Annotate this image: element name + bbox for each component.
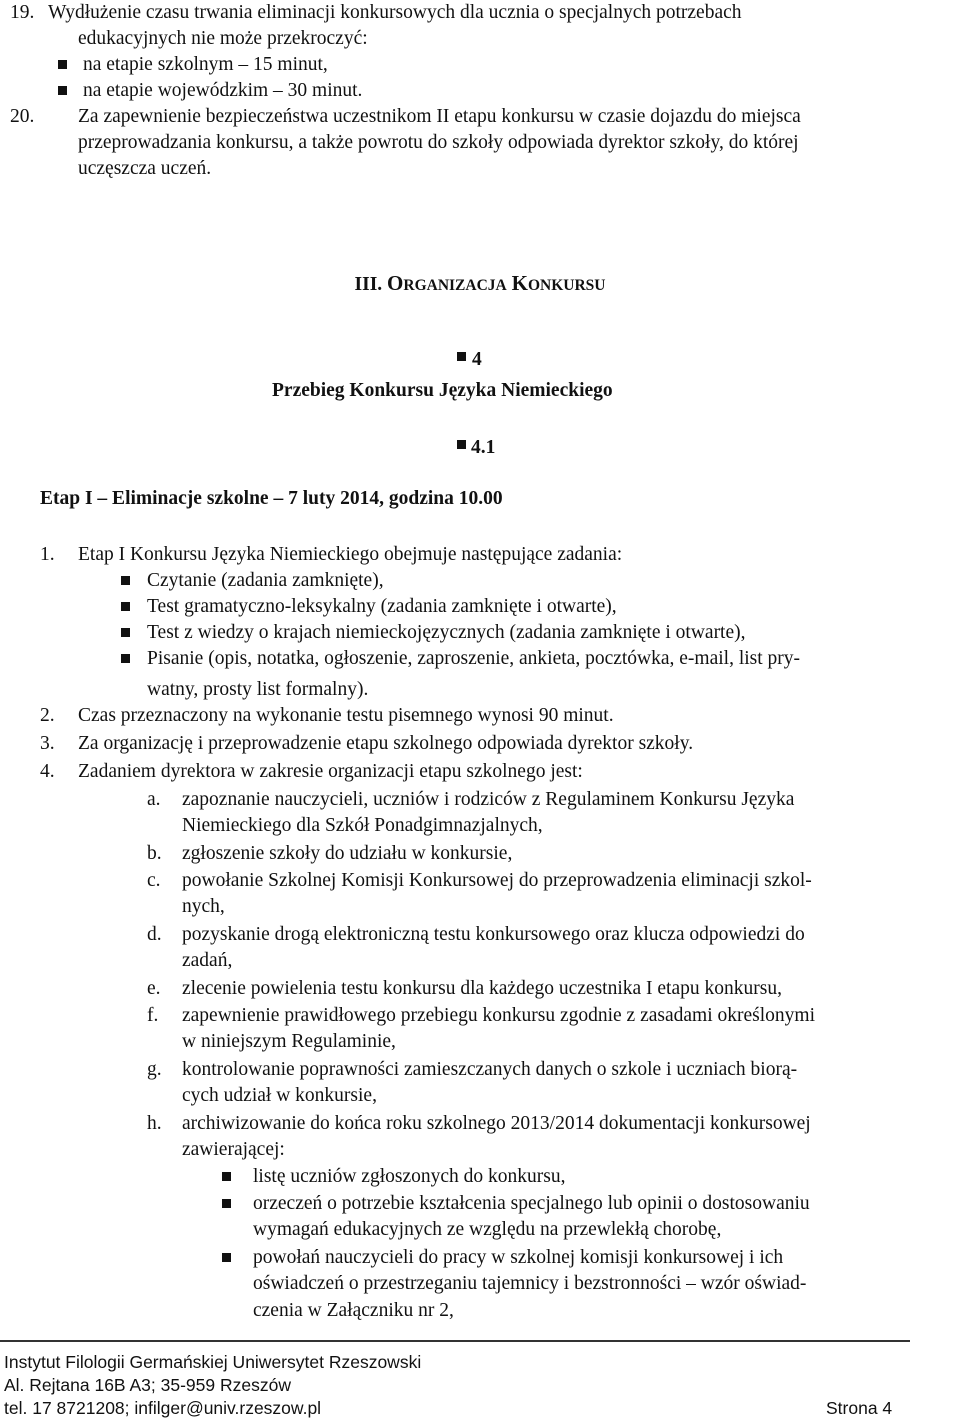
bullet-icon bbox=[121, 602, 130, 611]
bullet-icon bbox=[58, 60, 67, 69]
bullet-icon bbox=[121, 628, 130, 637]
list-item-line: kontrolowanie poprawności zamieszczanych danych o szkole i uczniach biorą- bbox=[182, 1059, 798, 1080]
list-item-line: zadań, bbox=[182, 950, 233, 971]
item-number: 20. bbox=[10, 106, 35, 127]
bullet-icon bbox=[121, 576, 130, 585]
paragraph-line: uczęszcza uczeń. bbox=[78, 158, 212, 179]
page-number: Strona 4 bbox=[826, 1398, 893, 1418]
heading-title: Przebieg Konkursu Języka Niemieckiego bbox=[272, 380, 613, 401]
section-heading bbox=[0, 270, 960, 299]
paragraph-line: Wydłużenie czasu trwania eliminacji konkursowych dla ucznia o specjalnych potrzebach bbox=[48, 2, 742, 23]
section-initial: O bbox=[387, 271, 404, 295]
item-number: 2. bbox=[40, 705, 55, 726]
bullet-icon bbox=[457, 352, 466, 361]
list-item-line: zawierającej: bbox=[182, 1139, 285, 1160]
section-roman: III. bbox=[354, 274, 383, 295]
paragraph-line: Zadaniem dyrektora w zakresie organizacji etapu szkolnego jest: bbox=[78, 761, 583, 782]
item-number: 1. bbox=[40, 544, 55, 565]
list-letter: c. bbox=[147, 870, 161, 891]
paragraph-line: Etap I Konkursu Języka Niemieckiego obejmuje następujące zadania: bbox=[78, 544, 623, 565]
footer-contact: tel. 17 8721208; infilger@univ.rzeszow.pl bbox=[4, 1398, 322, 1418]
list-letter: f. bbox=[147, 1005, 159, 1026]
bullet-text: listę uczniów zgłoszonych do konkursu, bbox=[253, 1166, 566, 1187]
item-number: 4. bbox=[40, 761, 55, 782]
list-item-line: Niemieckiego dla Szkół Ponadgimnazjalnych, bbox=[182, 815, 543, 836]
bullet-icon bbox=[222, 1172, 231, 1181]
list-item-line: nych, bbox=[182, 896, 225, 917]
bullet-text: Czytanie (zadania zamknięte), bbox=[147, 570, 384, 591]
footer-address: Al. Rejtana 16B A3; 35-959 Rzeszów bbox=[4, 1375, 291, 1395]
list-item-line: zlecenie powielenia testu konkursu dla każdego uczestnika I etapu konkursu, bbox=[182, 978, 782, 999]
list-letter: d. bbox=[147, 924, 162, 945]
list-letter: a. bbox=[147, 789, 161, 810]
paragraph-line: Za zapewnienie bezpieczeństwa uczestnikom II etapu konkursu w czasie dojazdu do miejsca bbox=[78, 106, 801, 127]
list-letter: g. bbox=[147, 1059, 162, 1080]
bullet-icon bbox=[222, 1253, 231, 1262]
bullet-text: Test z wiedzy o krajach niemieckojęzycznych (zadania zamknięte i otwarte), bbox=[147, 622, 746, 643]
list-item-line: zapoznanie nauczycieli, uczniów i rodziców z Regulaminem Konkursu Języka bbox=[182, 789, 795, 810]
footer-divider bbox=[0, 1340, 910, 1342]
bullet-text: Pisanie (opis, notatka, ogłoszenie, zaproszenie, ankieta, pocztówka, e-mail, list pry- bbox=[147, 648, 801, 669]
list-letter: h. bbox=[147, 1113, 162, 1134]
section-initial: K bbox=[511, 271, 528, 295]
list-item-line: zapewnienie prawidłowego przebiegu konkursu zgodnie z zasadami określonymi bbox=[182, 1005, 815, 1026]
bullet-text: orzeczeń o potrzebie kształcenia specjalnego lub opinii o dostosowaniu bbox=[253, 1193, 810, 1214]
bullet-text: na etapie szkolnym – 15 minut, bbox=[83, 54, 328, 75]
paragraph-line: Czas przeznaczony na wykonanie testu pisemnego wynosi 90 minut. bbox=[78, 705, 614, 726]
bullet-icon bbox=[457, 440, 466, 449]
bullet-text: czenia w Załączniku nr 2, bbox=[253, 1300, 454, 1321]
bullet-text: wymagań edukacyjnych ze względu na przewlekłą chorobę, bbox=[253, 1219, 722, 1240]
bullet-icon bbox=[58, 86, 67, 95]
footer-institution: Instytut Filologii Germańskiej Uniwersytet Rzeszowski bbox=[4, 1352, 422, 1372]
bullet-text: na etapie wojewódzkim – 30 minut. bbox=[83, 80, 363, 101]
bullet-text: Test gramatyczno-leksykalny (zadania zamknięte i otwarte), bbox=[147, 596, 617, 617]
list-item-line: powołanie Szkolnej Komisji Konkursowej do przeprowadzenia eliminacji szkol- bbox=[182, 870, 812, 891]
heading-number: 4.1 bbox=[471, 437, 496, 458]
list-letter: b. bbox=[147, 843, 162, 864]
list-item-line: w niniejszym Regulaminie, bbox=[182, 1031, 396, 1052]
heading-number: 4 bbox=[472, 349, 482, 370]
bullet-icon bbox=[121, 654, 130, 663]
section-word: RGANIZACJA bbox=[403, 277, 507, 294]
section-word: ONKURSU bbox=[527, 277, 606, 294]
bullet-text: watny, prosty list formalny). bbox=[147, 679, 369, 700]
paragraph-line: edukacyjnych nie może przekroczyć: bbox=[78, 28, 368, 49]
heading-title: Etap I – Eliminacje szkolne – 7 luty 2014, godzina 10.00 bbox=[40, 488, 503, 509]
paragraph-line: Za organizację i przeprowadzenie etapu szkolnego odpowiada dyrektor szkoły. bbox=[78, 733, 694, 754]
bullet-text: oświadczeń o przestrzeganiu tajemnicy i bezstronności – wzór oświad- bbox=[253, 1273, 807, 1294]
item-number: 19. bbox=[10, 2, 35, 23]
bullet-icon bbox=[222, 1199, 231, 1208]
list-item-line: pozyskanie drogą elektroniczną testu konkursowego oraz klucza odpowiedzi do bbox=[182, 924, 805, 945]
item-number: 3. bbox=[40, 733, 55, 754]
list-item-line: zgłoszenie szkoły do udziału w konkursie, bbox=[182, 843, 513, 864]
list-item-line: archiwizowanie do końca roku szkolnego 2013/2014 dokumentacji konkursowej bbox=[182, 1113, 811, 1134]
bullet-text: powołań nauczycieli do pracy w szkolnej komisji konkursowej i ich bbox=[253, 1247, 784, 1268]
list-letter: e. bbox=[147, 978, 161, 999]
list-item-line: cych udział w konkursie, bbox=[182, 1085, 377, 1106]
paragraph-line: przeprowadzania konkursu, a także powrotu do szkoły odpowiada dyrektor szkoły, do której bbox=[78, 132, 799, 153]
